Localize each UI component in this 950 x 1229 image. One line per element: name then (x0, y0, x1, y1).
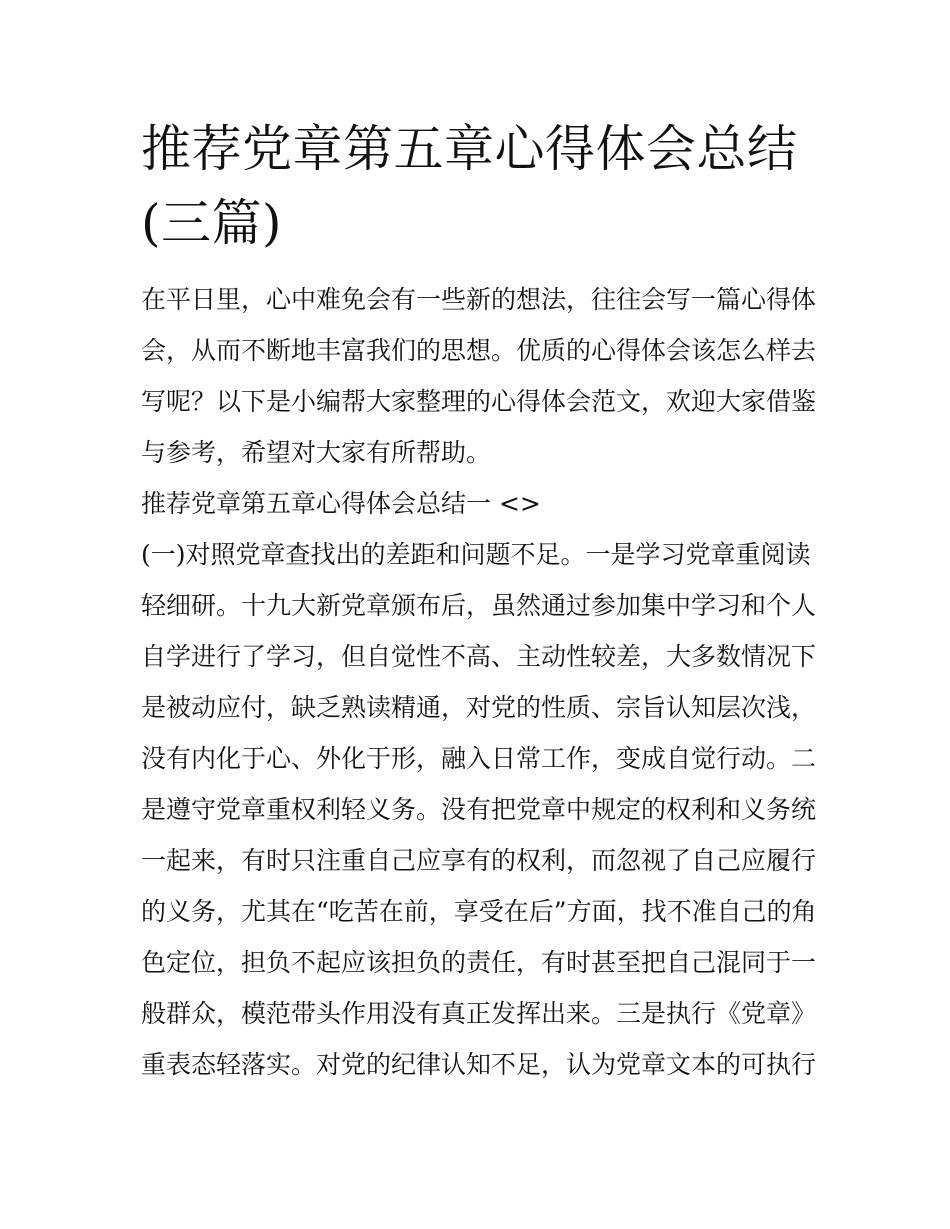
body-line: 与参考，希望对大家有所帮助。 (141, 438, 492, 467)
section-heading: 推荐党章第五章心得体会总结一 <> (141, 489, 541, 518)
page-title (141, 112, 821, 260)
body-line: 会，从而不断地丰富我们的思想。优质的心得体会该怎么样去 (141, 336, 817, 365)
body-line: 色定位，担负不起应该担负的责任，有时甚至把自己混同于一 (141, 948, 817, 977)
body-line: 重表态轻落实。对党的纪律认知不足，认为党章文本的可执行 (141, 1050, 817, 1079)
body-line: 没有内化于心、外化于形，融入日常工作，变成自觉行动。二 (141, 744, 817, 773)
title-line-2: (三篇) (141, 194, 283, 252)
body-line: 写呢？以下是小编帮大家整理的心得体会范文，欢迎大家借鉴 (141, 387, 817, 416)
body-line: 是被动应付，缺乏熟读精通，对党的性质、宗旨认知层次浅， (141, 693, 817, 722)
body-line: 轻细研。十九大新党章颁布后，虽然通过参加集中学习和个人 (141, 591, 817, 620)
body-line: 的义务，尤其在“吃苦在前，享受在后”方面，找不准自己的角 (141, 897, 817, 926)
body-line: 自学进行了学习，但自觉性不高、主动性较差，大多数情况下 (141, 642, 817, 671)
body-line: 在平日里，心中难免会有一些新的想法，往往会写一篇心得体 (141, 285, 817, 314)
document-body (141, 274, 831, 1090)
body-line: 般群众，模范带头作用没有真正发挥出来。三是执行《党章》 (141, 999, 817, 1028)
body-line: (一)对照党章查找出的差距和问题不足。一是学习党章重阅读 (141, 540, 811, 569)
body-line: 是遵守党章重权利轻义务。没有把党章中规定的权利和义务统 (141, 795, 817, 824)
body-line: 一起来，有时只注重自己应享有的权利，而忽视了自己应履行 (141, 846, 817, 875)
title-line-1: 推荐党章第五章心得体会总结 (141, 120, 798, 178)
